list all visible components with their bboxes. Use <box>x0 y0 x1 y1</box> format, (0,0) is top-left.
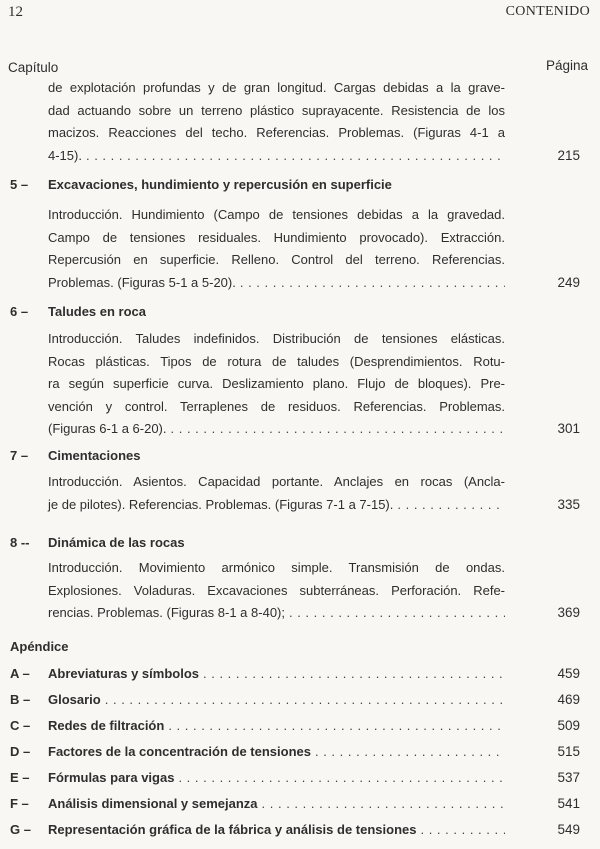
appendix-item <box>10 742 505 762</box>
dot-leader <box>262 794 505 814</box>
page-ref: 335 <box>557 496 580 512</box>
page-ref: 301 <box>557 421 580 437</box>
page-ref: 541 <box>557 796 580 811</box>
chapter-description-line <box>48 228 505 248</box>
chapter-number: 5 – <box>10 177 29 192</box>
line-text: rencias. Problemas. (Figuras 8-1 a 8-40); <box>48 605 285 621</box>
dot-leader <box>203 664 505 684</box>
chapter-description-line <box>48 146 505 166</box>
page-ref: 515 <box>557 744 580 759</box>
page-ref: 509 <box>557 718 580 733</box>
chapter-heading <box>10 177 392 192</box>
dot-leader <box>171 419 506 439</box>
line-text: Repercusión en superficie. Relleno. Control del terreno. Referencias. <box>48 252 505 268</box>
line-text: 4-15). <box>48 147 82 163</box>
appendix-letter: C – <box>10 718 31 733</box>
page-ref: 215 <box>557 147 580 163</box>
page-ref: 537 <box>557 770 580 785</box>
chapter-description-line <box>48 581 505 601</box>
appendix-item <box>10 716 505 736</box>
line-text: dad actuando sobre un terreno plástico suprayacente. Resistencia de los <box>48 102 505 118</box>
chapter-title: Taludes en roca <box>48 304 147 319</box>
page-ref: 459 <box>557 666 580 681</box>
chapter-description-line <box>48 397 505 417</box>
appendix-item-title: Factores de la concentración de tensiones <box>48 744 311 759</box>
appendix-letter: D – <box>10 744 31 759</box>
chapter-number: 8 -- <box>10 535 30 550</box>
chapter-number: 6 – <box>10 304 29 319</box>
chapter-description-line <box>48 558 505 578</box>
chapter-description-line <box>48 472 505 492</box>
chapter-title: Cimentaciones <box>48 448 141 463</box>
chapter-description-line <box>48 205 505 225</box>
appendix-item-title: Fórmulas para vigas <box>48 770 175 785</box>
appendix-item-title: Glosario <box>48 692 101 707</box>
line-text: vención y control. Terraplenes de residuos. Referencias. Problemas. <box>48 398 505 414</box>
chapter-description-line <box>48 250 505 270</box>
chapter-description-line <box>48 123 505 143</box>
chapter-heading <box>10 448 140 463</box>
chapter-description-line <box>48 352 505 372</box>
chapter-description-line <box>48 329 505 349</box>
chapter-description-line <box>48 419 505 439</box>
chapter-description-line <box>48 495 505 515</box>
page-ref: 549 <box>557 822 580 837</box>
line-text: Rocas plásticas. Tipos de rotura de taludes (Desprendimientos. Rotu- <box>48 353 505 369</box>
appendix-item <box>10 690 505 710</box>
appendix-letter: B – <box>10 692 31 707</box>
appendix-item-title: Abreviaturas y símbolos <box>48 666 199 681</box>
line-text: Introducción. Movimiento armónico simple. Transmisión de ondas. <box>48 560 505 575</box>
appendix-item-title: Representación gráfica de la fábrica y análisis de tensiones <box>48 822 417 837</box>
dot-leader <box>397 495 505 515</box>
dot-leader <box>105 690 505 710</box>
page-number: 12 <box>8 4 23 20</box>
dot-leader <box>240 273 505 293</box>
line-text: Explosiones. Voladuras. Excavaciones subterráneas. Perforación. Refe- <box>48 582 505 598</box>
dot-leader <box>315 742 505 762</box>
appendix-item-title: Redes de filtración <box>48 718 165 733</box>
line-text: Introducción. Asientos. Capacidad portante. Anclajes en rocas (Ancla- <box>48 474 505 489</box>
chapter-heading <box>10 304 146 319</box>
running-title: CONTENIDO <box>505 4 590 19</box>
chapter-column-label: Capítulo <box>8 60 59 75</box>
appendix-item-title: Análisis dimensional y semejanza <box>48 796 258 811</box>
appendix-title: Apéndice <box>10 639 69 654</box>
line-text: Campo de tensiones residuales. Hundimiento provocado). Extracción. <box>48 229 505 245</box>
page-ref: 469 <box>557 692 580 707</box>
dot-leader <box>178 768 505 788</box>
dot-leader <box>420 820 505 840</box>
line-text: de explotación profundas y de gran longitud. Cargas debidas a la grave- <box>48 80 505 95</box>
appendix-item <box>10 768 505 788</box>
chapter-number: 7 – <box>10 448 29 463</box>
page-column-label: Página <box>545 58 588 73</box>
line-text: je de pilotes). Referencias. Problemas. (Figuras 7-1 a 7-15). <box>48 496 394 512</box>
chapter-title: Excavaciones, hundimiento y repercusión en superficie <box>48 177 392 192</box>
appendix-letter: E – <box>10 770 30 785</box>
dot-leader <box>289 603 505 623</box>
chapter-description-line <box>48 603 505 623</box>
appendix-letter: G – <box>10 822 31 837</box>
line-text: (Figuras 6-1 a 6-20). <box>48 421 167 437</box>
appendix-item <box>10 664 505 684</box>
chapter-description-line <box>48 374 505 394</box>
line-text: Introducción. Taludes indefinidos. Distribución de tensiones elásticas. <box>48 331 505 346</box>
dot-leader <box>86 146 505 166</box>
line-text: ra según superficie curva. Deslizamiento plano. Flujo de bloques). Pre- <box>48 376 505 392</box>
page-ref: 369 <box>557 605 580 621</box>
chapter-heading <box>10 535 185 550</box>
chapter-description-line <box>48 101 505 121</box>
line-text: Introducción. Hundimiento (Campo de tensiones debidas a la gravedad. <box>48 207 505 222</box>
chapter-description-line <box>48 78 505 98</box>
appendix-item <box>10 794 505 814</box>
appendix-letter: A – <box>10 666 30 681</box>
line-text: Problemas. (Figuras 5-1 a 5-20). <box>48 274 236 290</box>
chapter-title: Dinámica de las rocas <box>48 535 185 550</box>
appendix-letter: F – <box>10 796 29 811</box>
page-ref: 249 <box>557 274 580 290</box>
line-text: macizos. Reacciones del techo. Referencias. Problemas. (Figuras 4-1 a <box>48 125 505 141</box>
chapter-description-line <box>48 273 505 293</box>
dot-leader <box>168 716 505 736</box>
appendix-item <box>10 820 505 840</box>
